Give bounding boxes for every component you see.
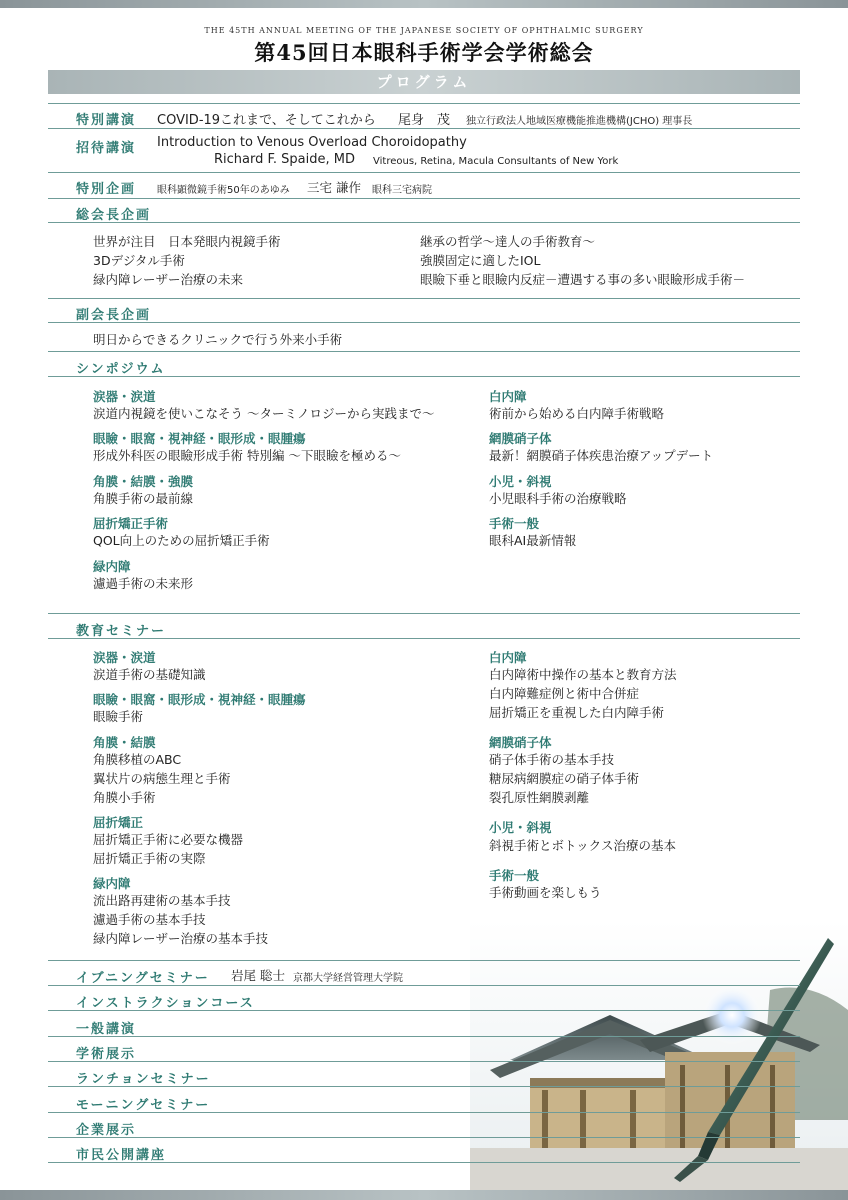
list-item: 白内障難症例と術中合併症: [489, 686, 640, 701]
divider: [48, 222, 800, 223]
list-item: 裂孔原性網膜剥離: [489, 790, 590, 805]
symposium-category: 涙器・涙道: [93, 389, 156, 404]
list-item: 斜視手術とボトックス治療の基本: [489, 838, 677, 853]
divider: [48, 298, 800, 299]
list-item: 緑内障レーザー治療の未来: [93, 272, 244, 287]
list-item: 角膜小手術: [93, 790, 156, 805]
list-item: 流出路再建術の基本手技: [93, 893, 231, 908]
list-item: 手術動画を楽しもう: [489, 885, 602, 900]
seminar-category: 屈折矯正: [93, 815, 144, 830]
special-project-label: 特別企画: [76, 182, 137, 197]
section-academic-exhibit: 学術展示: [76, 1047, 137, 1062]
section-luncheon-seminar: ランチョンセミナー: [76, 1072, 211, 1087]
president-project-label: 総会長企画: [76, 208, 152, 223]
list-item: 3Dデジタル手術: [93, 253, 185, 268]
list-item: 緑内障レーザー治療の基本手技: [93, 931, 269, 946]
divider: [48, 198, 800, 199]
special-lecture-affiliation: 独立行政法人地域医療機能推進機構(JCHO) 理事長: [466, 116, 693, 127]
education-seminar-label: 教育セミナー: [76, 624, 167, 639]
evening-seminar-affiliation: 京都大学経営管理大学院: [293, 973, 403, 984]
section-corporate-exhibit: 企業展示: [76, 1123, 137, 1138]
list-item: 角膜移植のABC: [93, 752, 182, 767]
symposium-label: シンポジウム: [76, 362, 166, 377]
seminar-category: 小児・斜視: [489, 820, 552, 835]
list-item: 白内障術中操作の基本と教育方法: [489, 667, 677, 682]
list-item: 涙道内視鏡を使いこなそう ～ターミノロジーから実践まで～: [93, 406, 435, 421]
list-item: 眼瞼手術: [93, 709, 144, 724]
symposium-category: 白内障: [489, 389, 527, 404]
divider: [48, 322, 800, 323]
special-lecture-label: 特別講演: [76, 113, 137, 128]
special-lecture-speaker: 尾身 茂: [398, 113, 451, 128]
divider: [48, 613, 800, 614]
special-lecture-title: COVID-19これまで、そしてこれから: [157, 113, 376, 128]
symposium-category: 網膜硝子体: [489, 431, 552, 446]
bottom-border: [0, 1190, 848, 1200]
symposium-category: 眼瞼・眼窩・視神経・眼形成・眼腫瘍: [93, 431, 306, 446]
divider: [48, 351, 800, 352]
program-label: プログラム: [376, 73, 472, 91]
seminar-category: 網膜硝子体: [489, 735, 552, 750]
conference-subtitle: THE 45TH ANNUAL MEETING OF THE JAPANESE SOCIETY OF OPHTHALMIC SURGERY: [204, 26, 644, 35]
special-project-affiliation: 眼科三宅病院: [372, 185, 432, 196]
divider: [48, 1061, 800, 1062]
program-banner: [48, 70, 800, 94]
list-item: 角膜手術の最前線: [93, 491, 194, 506]
list-item: 眼科AI最新情報: [489, 533, 577, 548]
evening-seminar-label: イブニングセミナー: [76, 971, 210, 986]
section-public-lecture: 市民公開講座: [76, 1148, 167, 1163]
divider: [48, 985, 800, 986]
list-item: 小児眼科手術の治療戦略: [489, 491, 627, 506]
list-item: 明日からできるクリニックで行う外来小手術: [93, 332, 343, 347]
invited-lecture-title: Introduction to Venous Overload Choroidopathy: [157, 135, 467, 150]
list-item: 屈折矯正手術に必要な機器: [93, 832, 244, 847]
divider: [48, 103, 800, 104]
invited-lecture-label: 招待講演: [76, 141, 137, 156]
symposium-category: 小児・斜視: [489, 474, 552, 489]
conference-title: 第45回日本眼科手術学会学術総会: [254, 40, 594, 65]
list-item: 最新！網膜硝子体疾患治療アップデート: [489, 448, 714, 463]
symposium-category: 角膜・結膜・強膜: [93, 474, 194, 489]
divider: [48, 376, 800, 377]
seminar-category: 角膜・結膜: [93, 735, 156, 750]
list-item: 世界が注目 日本発眼内視鏡手術: [93, 234, 281, 249]
seminar-category: 緑内障: [93, 876, 131, 891]
special-project-title: 眼科顕微鏡手術50年のあゆみ: [157, 185, 290, 196]
divider: [48, 128, 800, 129]
section-general-lecture: 一般講演: [76, 1022, 137, 1037]
list-item: 術前から始める白内障手術戦略: [489, 406, 665, 421]
list-item: 眼瞼下垂と眼瞼内反症－遭遇する事の多い眼瞼形成手術－: [420, 272, 746, 287]
invited-lecture-speaker: Richard F. Spaide, MD: [214, 152, 355, 167]
list-item: 硝子体手術の基本手技: [489, 752, 615, 767]
list-item: QOL向上のための屈折矯正手術: [93, 533, 270, 548]
list-item: 屈折矯正を重視した白内障手術: [489, 705, 665, 720]
list-item: 屈折矯正手術の実際: [93, 851, 206, 866]
evening-seminar-speaker: 岩尾 聡士: [231, 968, 285, 983]
list-item: 翼状片の病態生理と手術: [93, 771, 231, 786]
divider: [48, 1137, 800, 1138]
divider: [48, 1112, 800, 1113]
seminar-category: 涙器・涙道: [93, 650, 156, 665]
seminar-category: 手術一般: [489, 868, 540, 883]
list-item: 形成外科医の眼瞼形成手術 特別編 ～下眼瞼を極める～: [93, 448, 401, 463]
list-item: 糖尿病網膜症の硝子体手術: [489, 771, 640, 786]
top-border: [0, 0, 848, 8]
seminar-category: 白内障: [489, 650, 527, 665]
symposium-category: 屈折矯正手術: [93, 516, 169, 531]
section-morning-seminar: モーニングセミナー: [76, 1098, 211, 1113]
divider: [48, 1086, 800, 1087]
divider: [48, 172, 800, 173]
list-item: 継承の哲学～達人の手術教育～: [420, 234, 596, 249]
invited-lecture-affiliation: Vitreous, Retina, Macula Consultants of New York: [373, 156, 619, 167]
divider: [48, 960, 800, 961]
list-item: 濾過手術の基本手技: [93, 912, 206, 927]
symposium-category: 緑内障: [93, 559, 131, 574]
symposium-category: 手術一般: [489, 516, 540, 531]
divider: [48, 1162, 800, 1163]
divider: [48, 1036, 800, 1037]
vice-president-project-label: 副会長企画: [76, 308, 152, 323]
list-item: 濾過手術の未来形: [93, 576, 194, 591]
divider: [48, 1010, 800, 1011]
list-item: 強膜固定に適したIOL: [420, 253, 541, 268]
list-item: 涙道手術の基礎知識: [93, 667, 206, 682]
special-project-speaker: 三宅 謙作: [307, 180, 361, 195]
divider: [48, 638, 800, 639]
seminar-category: 眼瞼・眼窩・眼形成・視神経・眼腫瘍: [93, 692, 306, 707]
section-instruction-course: インストラクションコース: [76, 996, 255, 1011]
